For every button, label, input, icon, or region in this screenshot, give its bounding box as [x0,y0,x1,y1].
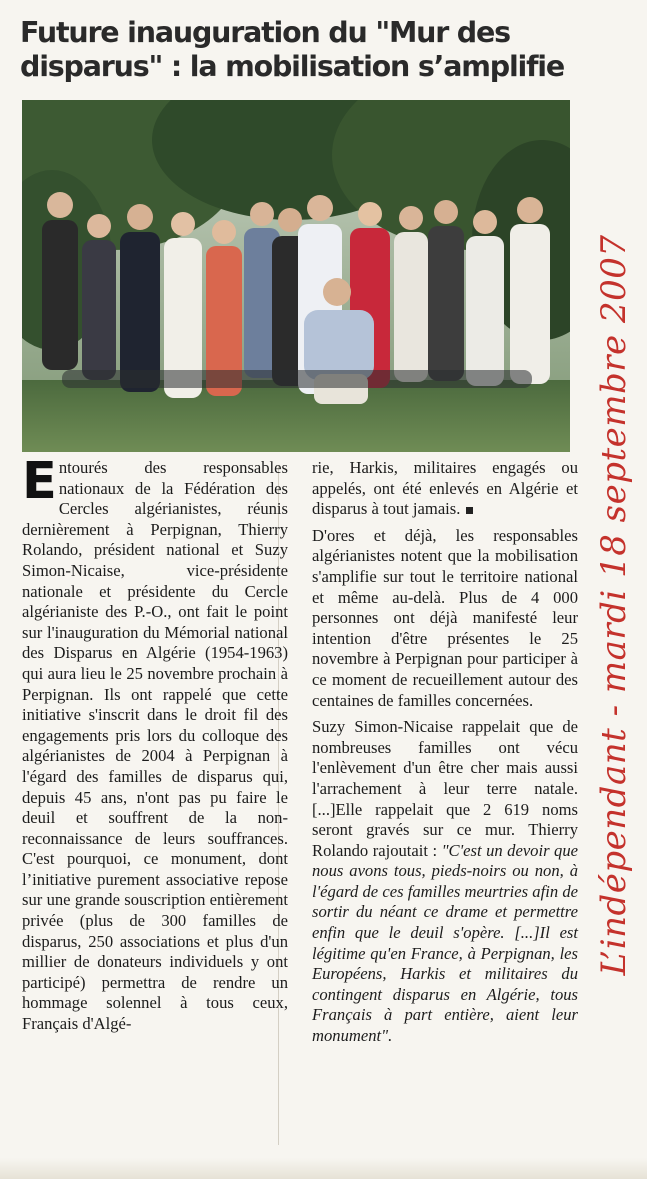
article-paragraph-quote [312,717,578,1047]
article-body [22,452,578,1148]
publication-date-label: L’indépendant - mardi 18 septembre 2007 [594,234,634,976]
group-photo [22,100,570,452]
article-paragraph-continuation [312,458,578,520]
quote-text: "C'est un devoir que nous avons tous, pieds-noirs ou non, à l'égard de ces familles meurtries afin de sortir du néant ce drame et permettre enfin que le deuil s'opère. [...]Il est légitime qu'en France, à Perpignan, les Européens, Harkis et militaires du contingent disparus en Algérie, tous Français à part entière, aient leur monument". [312,840,578,1046]
group-photo-illustration [22,100,570,452]
article-column-right [312,458,578,1047]
article-column-left [22,452,288,1035]
article-paragraph-mobilisation: D'ores et déjà, les responsables algérianistes notent que la mobilisation s'amplifie sur tout le territoire national et même au-delà. Plus de 4 000 personnes ont déjà manifesté leur intention d'être présentes le 25 novembre à Perpignan pour participer à ce moment de recueillement autour des centaines de familles concernées. [312,525,578,710]
publication-sidebar [586,150,642,1150]
quote-intro: Suzy Simon-Nicaise rappelait que de nombreuses familles ont vécu l'enlèvement d'un être cher mais aussi l'arrachement à leur terre natale. [...]Elle rappelait que 2 619 noms seront gravés sur ce mur. Thierry Rolando rajoutait : [312,717,578,860]
article-headline: Future inauguration du "Mur des disparus" : la mobilisation s’amplifie [20,16,565,83]
article-paragraph-intro [22,452,288,1035]
continuation-text: rie, Harkis, militaires engagés ou appelés, ont été enlevés en Algérie et disparus à tout jamais. [312,458,578,519]
page-edge [0,1158,647,1179]
left-column-text: ntourés des responsables nationaux de la Fédération des Cercles algérianistes, réunis dernièrement à Perpignan, Thierry Rolando, président national et Suzy Simon-Nicaise, vice-présidente nationale et présidente du Cercle algérianiste des P.-O., ont fait le point sur l'inauguration du Mémorial national des Disparus en Algérie (1954-1963) qui aura lieu le 25 novembre prochain à Perpignan. Ils ont rappelé que cette initiative s'inscrit dans le droit fil des engagements pris lors du colloque des algérianistes de 2004 à Perpignan à l'égard des familles de disparus qui, depuis 45 ans, n'ont pas pu faire le deuil et souffrent de la non-reconnaissance de leurs souffrances. C'est pourquoi, ce monument, dont l’initiative purement associative repose sur une grande souscription entièrement privée (plus de 300 familles de disparus, 250 associations et plus d'un millier de donateurs individuels y ont participé) permettra de rendre un hommage solennel à tous ceux, Français d'Algé- [22,458,288,1034]
drop-cap: E [22,452,57,511]
paragraph-end-mark [466,507,473,514]
